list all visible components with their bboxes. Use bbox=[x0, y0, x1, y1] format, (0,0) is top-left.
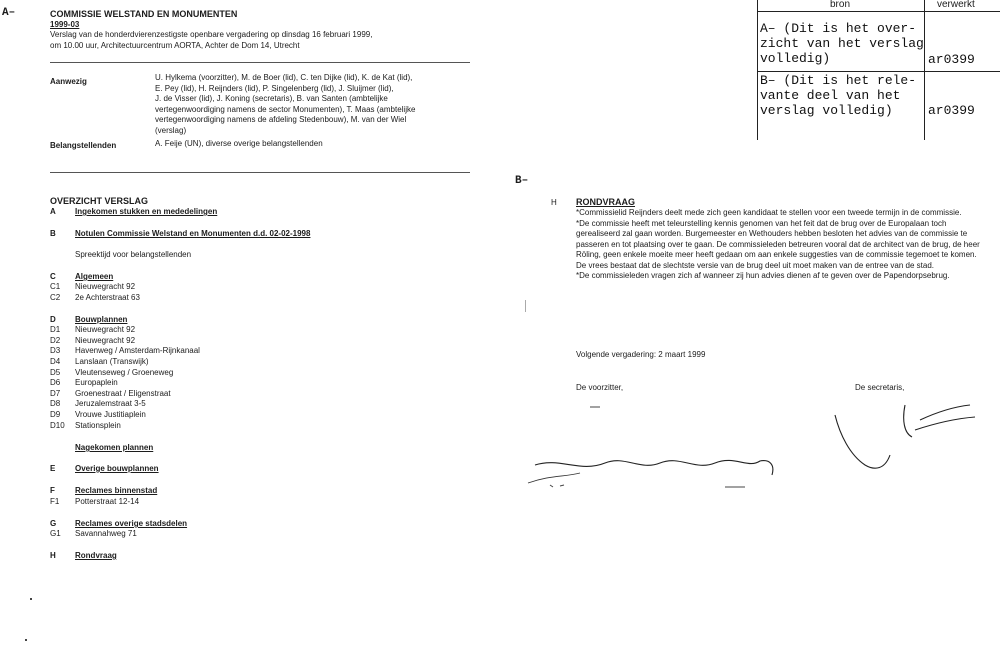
agenda-code: D3 bbox=[50, 346, 61, 355]
stamp-row-a bbox=[760, 21, 924, 66]
agenda-text: Ingekomen stukken en mededelingen bbox=[75, 207, 218, 216]
agenda-code: G bbox=[50, 519, 57, 528]
stamp-header-line bbox=[757, 11, 1000, 12]
stamp-row-b-line: vante deel van het bbox=[760, 88, 901, 103]
agenda-row bbox=[50, 389, 171, 400]
stamp-col-verwerkt: verwerkt bbox=[937, 0, 975, 10]
chair-signature bbox=[535, 460, 773, 475]
agenda-code: C bbox=[50, 272, 56, 281]
agenda-text: Lanslaan (Transwijk) bbox=[75, 357, 149, 366]
present-line: E. Pey (lid), H. Reijnders (lid), P. Singelenberg (lid), J. Sluijmer (lid), bbox=[155, 83, 394, 93]
agenda-code: D4 bbox=[50, 357, 61, 366]
present-line: vertegenwoordiging namens de afdeling Stedenbouw), M. van der Wiel bbox=[155, 115, 407, 124]
agenda-code: F1 bbox=[50, 497, 60, 506]
agenda-text: Groenestraat / Eligenstraat bbox=[75, 389, 171, 398]
agenda-code: D1 bbox=[50, 325, 61, 334]
agenda-text: Spreektijd voor belangstellenden bbox=[75, 250, 192, 259]
stamp-row-a-line: volledig) bbox=[760, 51, 831, 66]
present-list bbox=[155, 73, 475, 136]
agenda-code: C2 bbox=[50, 293, 61, 302]
present-line: (verslag) bbox=[155, 125, 187, 135]
agenda-text: Bouwplannen bbox=[75, 315, 128, 324]
agenda-text: Overige bouwplannen bbox=[75, 464, 159, 473]
present-line: U. Hylkema (voorzitter), M. de Boer (lid), C. ten Dijke (lid), K. de Kat (lid), bbox=[155, 73, 413, 82]
agenda-text: Jeruzalemstraat 3-5 bbox=[75, 399, 146, 408]
scan-speck bbox=[525, 300, 526, 312]
agenda-row bbox=[50, 421, 121, 432]
signatures-svg bbox=[520, 395, 1000, 505]
agenda-code: D bbox=[50, 315, 56, 324]
agenda-row bbox=[50, 229, 310, 240]
agenda-text: Potterstraat 12-14 bbox=[75, 497, 140, 506]
agenda-text: Nieuwegracht 92 bbox=[75, 282, 136, 291]
agenda-text: Vrouwe Justitiaplein bbox=[75, 410, 146, 419]
agenda-text: Notulen Commissie Welstand en Monumenten d.d. 02-02-1998 bbox=[75, 229, 311, 238]
agenda-text: Nieuwegracht 92 bbox=[75, 325, 136, 334]
stakeholders-text: A. Feije (UN), diverse overige belangstellenden bbox=[155, 139, 323, 148]
agenda-text: Havenweg / Amsterdam-Rijnkanaal bbox=[75, 346, 200, 355]
scan-speck bbox=[25, 639, 27, 641]
agenda-text: Savannahweg 71 bbox=[75, 529, 137, 538]
agenda-text: Vleutenseweg / Groeneweg bbox=[75, 368, 174, 377]
stamp-row-a-line: zicht van het verslag bbox=[760, 36, 924, 51]
header-divider bbox=[50, 62, 470, 63]
agenda-row bbox=[50, 410, 146, 421]
rondvraag-title: RONDVRAAG bbox=[576, 197, 636, 207]
agenda-row bbox=[50, 464, 159, 475]
agenda-row bbox=[50, 529, 137, 540]
header-line-1: Verslag van de honderdvierenzestigste openbare vergadering op dinsdag 16 februari 1999, bbox=[50, 30, 373, 39]
rondvraag-paragraph-2: *De commissie heeft met teleurstelling kennis genomen van het feit dat de brug over de Europalaan toch gerealiseerd zal gaan worden. Burgemeester en Wethouders hebben besloten het advies van de commissie te passeren en tot plaatsing over te gaan. De commissieleden betreuren vooral dat de architect van de brug, de heer Röling, geen enkele moeite meer heeft gedaan om aan enkele suggesties van de commissie tegemoet te komen. De vrees bestaat dat de slechtste versie van de brug deel uit moet maken van de entree van de stad. bbox=[576, 218, 980, 270]
agenda-code: H bbox=[50, 551, 56, 560]
agenda-row bbox=[50, 399, 146, 410]
agenda-row bbox=[50, 293, 140, 304]
margin-mark-b: B– bbox=[515, 175, 529, 187]
agenda-row bbox=[50, 207, 217, 218]
agenda-text: Rondvraag bbox=[75, 551, 117, 560]
agenda-row bbox=[50, 486, 157, 497]
agenda-code: D8 bbox=[50, 399, 61, 408]
agenda-text: Algemeen bbox=[75, 272, 114, 281]
present-line: vertegenwoordiging namens de sector Monumenten), T. Maas (ambtelijke bbox=[155, 104, 416, 114]
present-label: Aanwezig bbox=[50, 77, 87, 86]
agenda-code: A bbox=[50, 207, 56, 216]
agenda-code: B bbox=[50, 229, 56, 238]
header-line-2: om 10.00 uur, Architectuurcentrum AORTA, Achter de Dom 14, Utrecht bbox=[50, 40, 300, 50]
stamp-row-a-line: A– (Dit is het over- bbox=[760, 21, 917, 36]
agenda-row bbox=[50, 282, 135, 293]
rondvraag-code: H bbox=[551, 198, 557, 207]
agenda-row bbox=[50, 519, 187, 530]
agenda-code: D7 bbox=[50, 389, 61, 398]
agenda-code: D9 bbox=[50, 410, 61, 419]
agenda-text: Nieuwegracht 92 bbox=[75, 336, 136, 345]
agenda-text: 2e Achterstraat 63 bbox=[75, 293, 140, 302]
agenda-row bbox=[50, 368, 173, 379]
stamp-row-b-line: verslag volledig) bbox=[760, 103, 893, 118]
present-line: J. de Visser (lid), J. Koning (secretaris), B. van Santen (ambtelijke bbox=[155, 94, 388, 103]
agenda-row bbox=[50, 315, 127, 326]
rondvraag-paragraph-3: *De commissieleden vragen zich af wanneer zij hun advies dienen af te geven over de Papendorpsebrug. bbox=[576, 271, 950, 280]
next-meeting: Volgende vergadering: 2 maart 1999 bbox=[576, 350, 706, 359]
agenda-row bbox=[50, 325, 135, 336]
secretary-signature bbox=[835, 405, 975, 468]
stamp-code-a: ar0399 bbox=[928, 52, 975, 67]
stamp-col-bron: bron bbox=[830, 0, 851, 10]
chair-signature-tail bbox=[528, 473, 580, 483]
agenda-row bbox=[50, 336, 135, 347]
agenda-row bbox=[50, 443, 153, 454]
stamp-border-left bbox=[757, 0, 758, 140]
agenda-row bbox=[50, 250, 191, 261]
agenda-row bbox=[50, 378, 118, 389]
agenda-text: Reclames binnenstad bbox=[75, 486, 158, 495]
attendance-divider bbox=[50, 172, 470, 173]
chair-signature-mark bbox=[550, 485, 745, 487]
agenda-row bbox=[50, 272, 113, 283]
agenda-code: E bbox=[50, 464, 56, 473]
stamp-border-middle bbox=[924, 0, 925, 140]
agenda-text: Europaplein bbox=[75, 378, 118, 387]
commission-title: COMMISSIE WELSTAND EN MONUMENTEN bbox=[50, 9, 238, 19]
agenda-code: C1 bbox=[50, 282, 61, 291]
agenda-row bbox=[50, 346, 200, 357]
secretary-label: De secretaris, bbox=[855, 383, 905, 392]
stamp-row-b bbox=[760, 73, 916, 118]
rondvraag-paragraph-1: *Commissielid Reijnders deelt mede zich geen kandidaat te stellen voor een tweede termijn in de commissie. bbox=[576, 208, 962, 217]
agenda-row bbox=[50, 551, 117, 562]
agenda-text: Stationsplein bbox=[75, 421, 121, 430]
agenda-row bbox=[50, 497, 139, 508]
stamp-row-b-line: B– (Dit is het rele- bbox=[760, 73, 917, 88]
chair-label: De voorzitter, bbox=[576, 383, 624, 392]
margin-mark-a: A– bbox=[2, 7, 16, 19]
overview-title: OVERZICHT VERSLAG bbox=[50, 196, 149, 206]
agenda-text: Reclames overige stadsdelen bbox=[75, 519, 188, 528]
agenda-text: Nagekomen plannen bbox=[75, 443, 154, 452]
stamp-code-b: ar0399 bbox=[928, 103, 975, 118]
agenda-code: D10 bbox=[50, 421, 65, 430]
report-number: 1999-03 bbox=[50, 20, 80, 29]
stamp-row-line bbox=[757, 71, 1000, 72]
agenda-code: D5 bbox=[50, 368, 61, 377]
agenda-code: D6 bbox=[50, 378, 61, 387]
agenda-code: F bbox=[50, 486, 55, 495]
agenda-code: D2 bbox=[50, 336, 61, 345]
scan-speck bbox=[30, 598, 32, 600]
agenda-code: G1 bbox=[50, 529, 61, 538]
stakeholders-label: Belangstellenden bbox=[50, 141, 117, 150]
rondvraag-body bbox=[576, 208, 981, 282]
document-header bbox=[50, 9, 372, 51]
agenda-row bbox=[50, 357, 149, 368]
